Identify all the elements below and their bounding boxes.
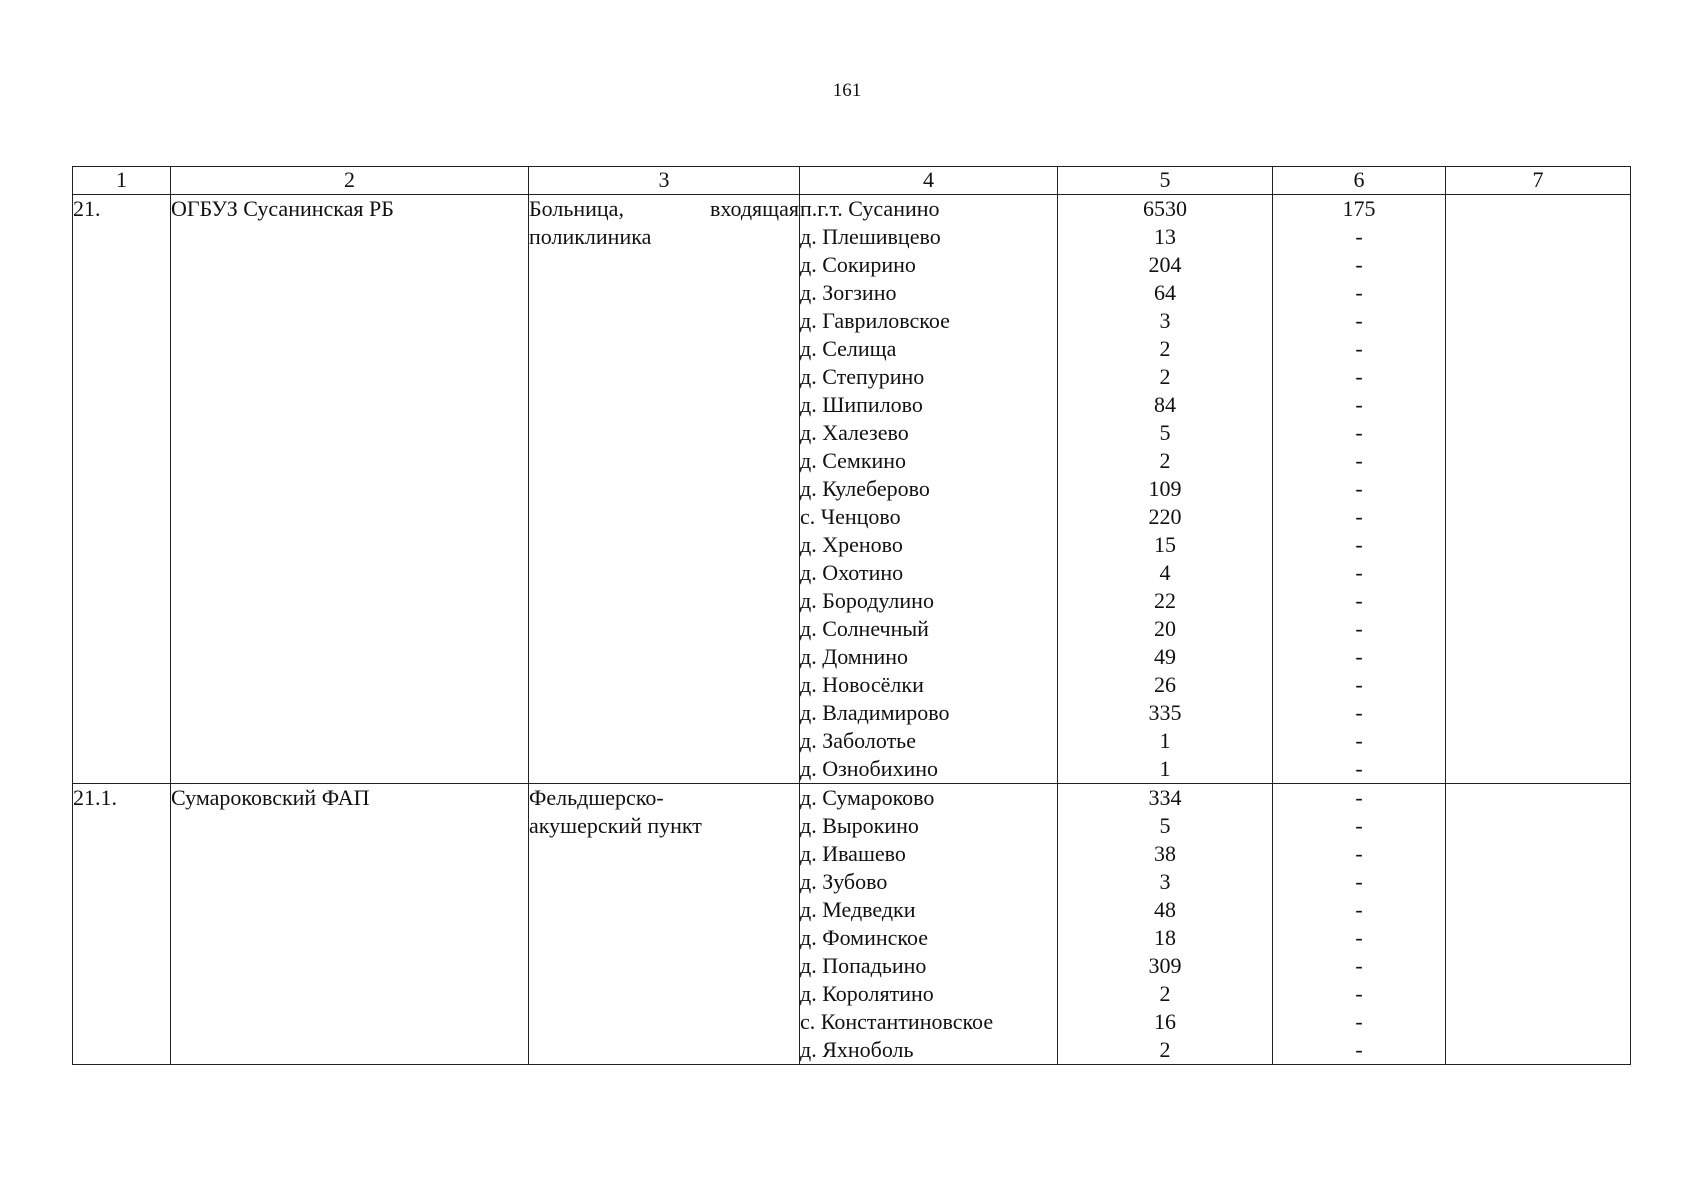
settlement-name: д. Новосёлки bbox=[800, 672, 924, 697]
beds-value: - bbox=[1355, 616, 1363, 641]
population-value: 26 bbox=[1154, 672, 1176, 697]
beds-value: - bbox=[1355, 644, 1363, 669]
beds-value: - bbox=[1355, 420, 1363, 445]
population-value: 220 bbox=[1148, 504, 1182, 529]
population-value: 3 bbox=[1159, 308, 1171, 333]
header-cell: 6 bbox=[1273, 167, 1446, 195]
population-value: 1 bbox=[1159, 728, 1171, 753]
settlement-name: д. Кулеберово bbox=[800, 476, 930, 501]
settlement-name: д. Фоминское bbox=[800, 925, 928, 950]
population-value: 109 bbox=[1148, 476, 1182, 501]
section-row-21 bbox=[73, 195, 1631, 784]
notes-cell bbox=[1446, 195, 1631, 784]
settlement-name: д. Зубово bbox=[800, 869, 888, 894]
facility-type-word: входящая bbox=[709, 196, 799, 221]
beds-value: - bbox=[1355, 532, 1363, 557]
population-value: 5 bbox=[1159, 813, 1171, 838]
header-cell: 4 bbox=[800, 167, 1058, 195]
beds-value: - bbox=[1355, 588, 1363, 613]
notes-cell bbox=[1446, 784, 1631, 1065]
header-row bbox=[73, 167, 1631, 195]
settlement-name: д. Гавриловское bbox=[800, 308, 950, 333]
population-value: 335 bbox=[1148, 700, 1182, 725]
population-value: 22 bbox=[1154, 588, 1176, 613]
organization-name: ОГБУЗ Сусанинская РБ bbox=[171, 195, 529, 784]
settlement-name: с. Константиновское bbox=[800, 1009, 994, 1034]
settlement-name: д. Королятино bbox=[800, 981, 934, 1006]
population-value: 2 bbox=[1159, 336, 1171, 361]
settlement-name: д. Сокирино bbox=[800, 252, 916, 277]
population-value: 64 bbox=[1154, 280, 1176, 305]
beds-value: - bbox=[1355, 252, 1363, 277]
beds-value: - bbox=[1355, 224, 1363, 249]
settlement-name: д. Зогзино bbox=[800, 280, 897, 305]
beds-value: - bbox=[1355, 280, 1363, 305]
population-value: 2 bbox=[1159, 448, 1171, 473]
population-value: 38 bbox=[1154, 841, 1176, 866]
population-value: 16 bbox=[1154, 1009, 1176, 1034]
facility-type bbox=[529, 784, 800, 1065]
beds-value: - bbox=[1355, 560, 1363, 585]
settlement-name: п.г.т. Сусанино bbox=[800, 196, 940, 221]
population-value: 309 bbox=[1148, 953, 1182, 978]
beds-value: - bbox=[1355, 392, 1363, 417]
population-value: 6530 bbox=[1143, 196, 1187, 221]
settlement-name: д. Домнино bbox=[800, 644, 909, 669]
beds-value: - bbox=[1355, 364, 1363, 389]
settlements-list bbox=[800, 784, 1058, 1065]
section-row-21-1 bbox=[73, 784, 1631, 1065]
settlement-name: д. Попадьино bbox=[800, 953, 927, 978]
population-value: 204 bbox=[1148, 252, 1182, 277]
beds-value: - bbox=[1355, 336, 1363, 361]
settlement-name: д. Семкино bbox=[800, 448, 907, 473]
beds-value: - bbox=[1355, 1009, 1363, 1034]
population-value: 1 bbox=[1159, 756, 1171, 781]
facility-type bbox=[529, 195, 800, 784]
page-number: 161 bbox=[832, 80, 862, 101]
beds-value: - bbox=[1355, 813, 1363, 838]
beds-list bbox=[1273, 195, 1446, 784]
facility-type-line: акушерский пункт bbox=[529, 813, 702, 838]
settlement-name: д. Владимирово bbox=[800, 700, 950, 725]
beds-list bbox=[1273, 784, 1446, 1065]
population-value: 2 bbox=[1159, 1037, 1171, 1062]
settlement-name: с. Ченцово bbox=[800, 504, 901, 529]
population-value: 48 bbox=[1154, 897, 1176, 922]
population-value: 20 bbox=[1154, 616, 1176, 641]
beds-value: - bbox=[1355, 925, 1363, 950]
beds-value: - bbox=[1355, 756, 1363, 781]
population-list bbox=[1058, 195, 1273, 784]
population-value: 49 bbox=[1154, 644, 1176, 669]
settlement-name: д. Охотино bbox=[800, 560, 904, 585]
population-value: 2 bbox=[1159, 364, 1171, 389]
beds-value: - bbox=[1355, 476, 1363, 501]
beds-value: 175 bbox=[1342, 196, 1376, 221]
beds-value: - bbox=[1355, 785, 1363, 810]
settlement-name: д. Шипилово bbox=[800, 392, 923, 417]
population-value: 84 bbox=[1154, 392, 1176, 417]
facility-type-word: Больница, bbox=[529, 196, 624, 221]
settlement-name: д. Плешивцево bbox=[800, 224, 941, 249]
facility-type-line: Фельдшерско- bbox=[529, 785, 664, 810]
beds-value: - bbox=[1355, 953, 1363, 978]
settlement-name: д. Вырокино bbox=[800, 813, 919, 838]
settlement-name: д. Солнечный bbox=[800, 616, 929, 641]
settlements-list bbox=[800, 195, 1058, 784]
settlement-name: д. Степурино bbox=[800, 364, 925, 389]
facility-table bbox=[72, 166, 1631, 1065]
beds-value: - bbox=[1355, 897, 1363, 922]
population-value: 5 bbox=[1159, 420, 1171, 445]
population-value: 334 bbox=[1148, 785, 1182, 810]
settlement-name: д. Селища bbox=[800, 336, 897, 361]
settlement-name: д. Халезево bbox=[800, 420, 909, 445]
settlement-name: д. Заболотье bbox=[800, 728, 916, 753]
settlement-name: д. Бородулино bbox=[800, 588, 934, 613]
header-cell: 5 bbox=[1058, 167, 1273, 195]
organization-name: Сумароковский ФАП bbox=[171, 784, 529, 1065]
settlement-name: д. Ознобихино bbox=[800, 756, 939, 781]
header-cell: 2 bbox=[171, 167, 529, 195]
population-value: 3 bbox=[1159, 869, 1171, 894]
facility-type-line: поликлиника bbox=[529, 224, 652, 249]
header-cell: 1 bbox=[73, 167, 171, 195]
settlement-name: д. Сумароково bbox=[800, 785, 935, 810]
settlement-name: д. Яхноболь bbox=[800, 1037, 914, 1062]
beds-value: - bbox=[1355, 869, 1363, 894]
beds-value: - bbox=[1355, 728, 1363, 753]
population-list bbox=[1058, 784, 1273, 1065]
population-value: 2 bbox=[1159, 981, 1171, 1006]
population-value: 18 bbox=[1154, 925, 1176, 950]
settlement-name: д. Хреново bbox=[800, 532, 903, 557]
beds-value: - bbox=[1355, 841, 1363, 866]
beds-value: - bbox=[1355, 504, 1363, 529]
beds-value: - bbox=[1355, 308, 1363, 333]
population-value: 15 bbox=[1154, 532, 1176, 557]
section-number: 21. bbox=[73, 195, 171, 784]
beds-value: - bbox=[1355, 672, 1363, 697]
header-cell: 7 bbox=[1446, 167, 1631, 195]
beds-value: - bbox=[1355, 448, 1363, 473]
section-number: 21.1. bbox=[73, 784, 171, 1065]
population-value: 4 bbox=[1159, 560, 1171, 585]
beds-value: - bbox=[1355, 700, 1363, 725]
settlement-name: д. Медведки bbox=[800, 897, 916, 922]
settlement-name: д. Ивашево bbox=[800, 841, 906, 866]
beds-value: - bbox=[1355, 981, 1363, 1006]
beds-value: - bbox=[1355, 1037, 1363, 1062]
header-cell: 3 bbox=[529, 167, 800, 195]
population-value: 13 bbox=[1154, 224, 1176, 249]
